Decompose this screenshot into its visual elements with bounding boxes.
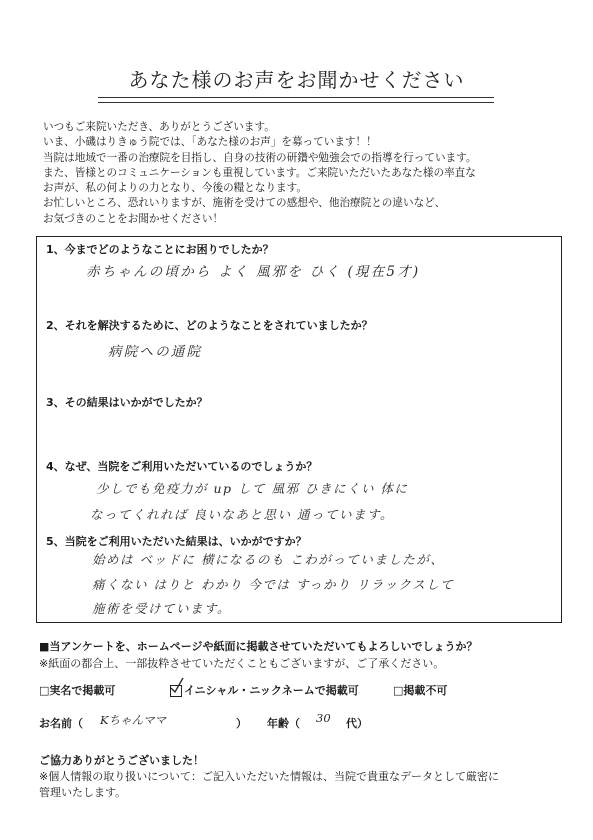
intro-line: いつもご来院いただき、ありがとうございます。 xyxy=(43,121,275,133)
answer-5-line-3[interactable]: 施術を受けています。 xyxy=(92,601,232,616)
answer-5-line-2[interactable]: 痛くない はりと わかり 今では すっかり リラックスして xyxy=(92,577,455,592)
answer-1-line-1[interactable]: 赤ちゃんの頃から よく 風邪を ひく (現在5才) xyxy=(86,264,421,280)
age-suffix: 代） xyxy=(346,717,368,730)
publish-note: ※紙面の都合上、一部抜粋させていただくこともございますが、ご了承ください。 xyxy=(39,657,445,670)
privacy-note: ※個人情報の取り扱いについて：ご記入いただいた情報は、当院で貴重なデータとして厳密に xyxy=(39,770,499,783)
answer-4-line-1[interactable]: 少しでも免疫力が up して 風邪 ひきにくい 体に xyxy=(96,481,409,496)
option-real-name[interactable]: □実名で掲載可 xyxy=(39,684,116,697)
publish-question: ■当アンケートを、ホームページや紙面に掲載させていただいてもよろしいでしょうか？ xyxy=(39,640,478,653)
intro-text xyxy=(43,120,563,227)
intro-line: また、皆様とのコミュニケーションも重視しています。ご来院いただいたあなた様の率直な xyxy=(43,166,476,179)
question-2: 2、それを解決するために、どのようなことをされていましたか？ xyxy=(46,319,373,332)
name-label: お名前（ xyxy=(39,717,83,730)
title-underline xyxy=(98,97,494,98)
thanks-text: ご協力ありがとうございました！ xyxy=(39,754,204,767)
age-label: 年齢（ xyxy=(267,717,300,730)
title-underline-second xyxy=(98,102,494,103)
question-4: 4、なぜ、当院をご利用いただいているのでしょうか？ xyxy=(46,460,318,473)
option-initial-nickname[interactable]: イニシャル・ニックネームで掲載可 xyxy=(184,684,359,697)
age-value[interactable]: 30 xyxy=(316,711,331,725)
answer-4-line-2[interactable]: なってくれれば 良いなあと思い 通っています。 xyxy=(90,507,394,522)
answer-5-line-1[interactable]: 始めは ベッドに 横になるのも こわがっていましたが、 xyxy=(92,552,445,567)
question-5: 5、当院をご利用いただいた結果は、いかがですか？ xyxy=(46,535,307,548)
intro-line: 当院は地域で一番の治療院を目指し、自身の技術の研鑽や勉強会での指導を行っています。 xyxy=(43,151,477,164)
intro-line: お声が、私の何よりの力となり、今後の糧となります。 xyxy=(43,182,307,195)
name-close: ） xyxy=(236,717,247,730)
question-3: 3、その結果はいかがでしたか？ xyxy=(46,396,208,409)
check-mark-icon xyxy=(168,676,184,694)
intro-line: お気づきのことをお聞かせください！ xyxy=(43,212,224,225)
intro-line: いま、小磯はりきゅう院では、「あなた様のお声」を募っています！！ xyxy=(43,136,377,149)
page-title: あなた様のお声をお聞かせください xyxy=(128,68,465,92)
question-1: 1、今までどのようなことにお困りでしたか？ xyxy=(46,243,274,256)
intro-line: お忙しいところ、恐れいりますが、施術を受けての感想や、他治療院との違いなど、 xyxy=(43,197,446,210)
answer-2-line-1[interactable]: 病院への通院 xyxy=(108,344,203,360)
privacy-note-2: 管理いたします。 xyxy=(39,786,127,799)
option-not-publish[interactable]: □掲載不可 xyxy=(393,684,448,697)
name-value[interactable]: Kちゃんママ xyxy=(100,713,167,727)
